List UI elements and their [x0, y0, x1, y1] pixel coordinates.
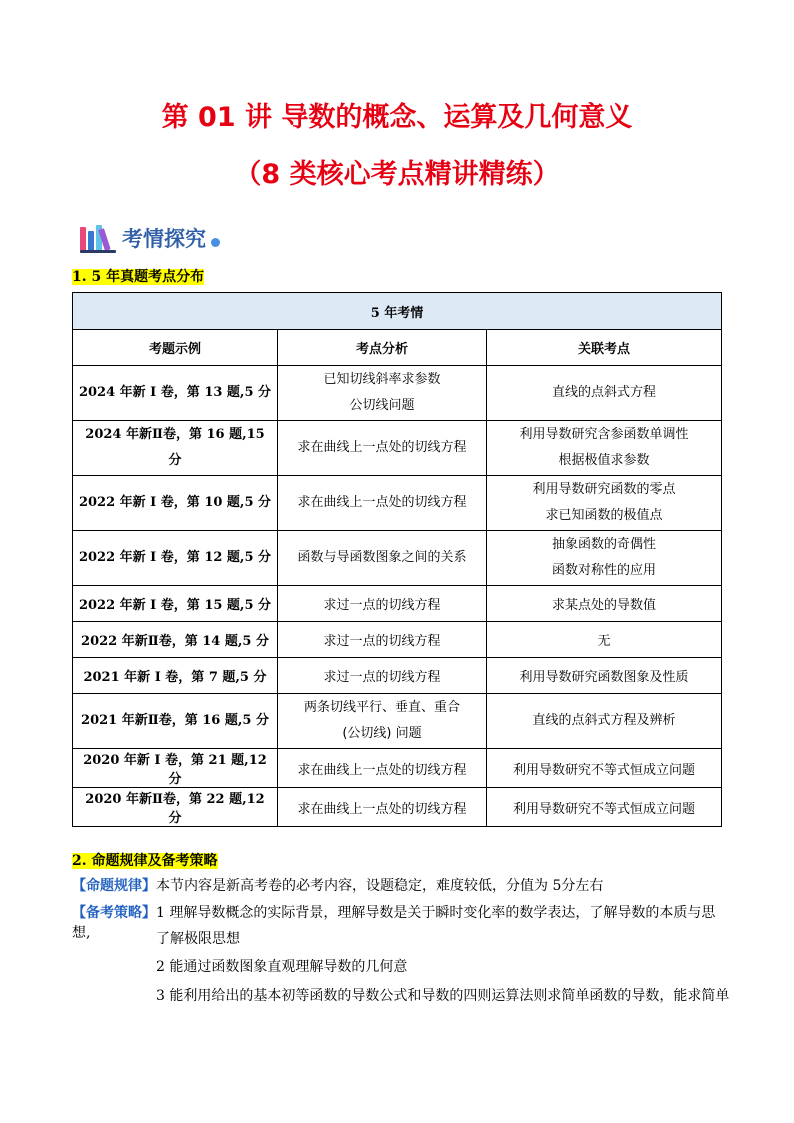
cell-analysis	[278, 694, 487, 749]
section-banner	[80, 222, 220, 254]
cell-exam: 2024 年新Ⅱ卷，第 16 题,15 分	[73, 421, 278, 476]
cell-analysis	[278, 788, 487, 827]
col-header-related: 关联考点	[487, 330, 722, 366]
cell-related	[487, 531, 722, 586]
cell-related	[487, 476, 722, 531]
cell-analysis	[278, 476, 487, 531]
cell-analysis	[278, 531, 487, 586]
cell-related-line: 求某点处的导数值	[551, 598, 656, 613]
cell-analysis-line: 两条切线平行、垂直、重合	[303, 700, 460, 715]
cell-related-line: 利用导数研究函数的零点	[532, 482, 676, 497]
cell-related-line: 函数对称性的应用	[551, 563, 656, 578]
col-header-exam: 考题示例	[73, 330, 278, 366]
strategy-tag: 【备考策略】	[72, 905, 156, 921]
cell-related	[487, 749, 722, 788]
cell-analysis-line: 函数与导函数图象之间的关系	[297, 550, 467, 565]
cell-exam: 2021 年新 I 卷，第 7 题,5 分	[73, 658, 278, 694]
table-row	[73, 658, 722, 694]
cell-exam: 2020 年新Ⅱ卷，第 22 题,12 分	[73, 788, 278, 827]
cell-related-line: 利用导数研究函数图象及性质	[519, 670, 689, 685]
cell-related-line: 利用导数研究不等式恒成立问题	[512, 762, 695, 778]
cell-related-line: 直线的点斜式方程及辨析	[532, 713, 676, 728]
cell-analysis-line: 公切线问题	[349, 398, 415, 413]
cell-analysis	[278, 586, 487, 622]
cell-analysis	[278, 749, 487, 788]
table-row	[73, 788, 722, 827]
cell-analysis	[278, 658, 487, 694]
cell-analysis-line: (公切线) 问题	[342, 726, 422, 741]
table-row	[73, 586, 722, 622]
strategy-1b: 了解极限思想	[156, 931, 240, 947]
cell-related	[487, 788, 722, 827]
cell-related-line: 利用导数研究含参函数单调性	[519, 427, 689, 442]
cell-analysis-line: 求在曲线上一点处的切线方程	[297, 495, 467, 510]
rule-tag: 【命题规律】	[72, 878, 156, 894]
cell-related	[487, 366, 722, 421]
page-subtitle: （8 类核心考点精讲精练）	[234, 159, 560, 190]
cell-related-line: 抽象函数的奇偶性	[551, 537, 656, 552]
cell-related-line: 利用导数研究不等式恒成立问题	[512, 801, 695, 817]
cell-analysis	[278, 622, 487, 658]
dot-icon	[211, 238, 220, 247]
table-row	[73, 749, 722, 788]
cell-analysis-line: 已知切线斜率求参数	[323, 372, 441, 387]
cell-exam: 2022 年新 I 卷，第 10 题,5 分	[73, 476, 278, 531]
table-row	[73, 531, 722, 586]
cell-analysis-line: 求过一点的切线方程	[323, 670, 441, 685]
cell-exam: 2021 年新Ⅱ卷，第 16 题,5 分	[73, 694, 278, 749]
exam-table	[72, 292, 722, 827]
banner-title: 考情探究	[122, 227, 206, 251]
table-row	[73, 421, 722, 476]
table-row	[73, 476, 722, 531]
rule-text: 本节内容是新高考卷的必考内容，设题稳定，难度较低，分值为 5分左右	[156, 878, 604, 894]
table-row	[73, 622, 722, 658]
cell-analysis-line: 求在曲线上一点处的切线方程	[297, 801, 467, 817]
cell-related	[487, 421, 722, 476]
cell-related	[487, 658, 722, 694]
table-row	[73, 694, 722, 749]
cell-exam: 2022 年新 I 卷，第 15 题,5 分	[73, 586, 278, 622]
cell-related	[487, 586, 722, 622]
cell-related-line: 求已知函数的极值点	[545, 508, 663, 523]
section2-heading: 2. 命题规律及备考策略	[72, 853, 218, 869]
rule-paragraph	[72, 876, 603, 896]
cell-exam: 2020 年新 I 卷，第 21 题,12 分	[73, 749, 278, 788]
cell-related-line: 无	[597, 634, 611, 649]
col-header-analysis: 考点分析	[278, 330, 487, 366]
cell-related	[487, 694, 722, 749]
cell-related-line: 根据极值求参数	[558, 453, 650, 468]
cell-analysis-line: 求过一点的切线方程	[323, 634, 441, 649]
cell-related-line: 直线的点斜式方程	[551, 385, 656, 400]
cell-analysis-line: 求在曲线上一点处的切线方程	[297, 762, 467, 778]
cell-related	[487, 622, 722, 658]
cell-exam: 2022 年新Ⅱ卷，第 14 题,5 分	[73, 622, 278, 658]
strategy-2: 2 能通过函数图象直观理解导数的几何意	[156, 959, 408, 975]
strategy-3: 3 能利用给出的基本初等函数的导数公式和导数的四则运算法则求简单函数的导数，能求简单	[156, 988, 730, 1004]
table-caption: 5 年考情	[73, 293, 722, 330]
books-icon	[80, 223, 118, 253]
cell-analysis-line: 求过一点的切线方程	[323, 598, 441, 613]
strategy-1a: 1 理解导数概念的实际背景，理解导数是关于瞬时变化率的数学表达，了解导数的本质与思想,	[72, 905, 716, 941]
cell-analysis	[278, 366, 487, 421]
section1-heading: 1. 5 年真题考点分布	[72, 269, 205, 285]
page-title: 第 01 讲 导数的概念、运算及几何意义	[161, 102, 633, 133]
cell-analysis	[278, 421, 487, 476]
cell-exam: 2022 年新 I 卷，第 12 题,5 分	[73, 531, 278, 586]
cell-analysis-line: 求在曲线上一点处的切线方程	[297, 440, 467, 455]
table-row	[73, 366, 722, 421]
cell-exam: 2024 年新 I 卷，第 13 题,5 分	[73, 366, 278, 421]
